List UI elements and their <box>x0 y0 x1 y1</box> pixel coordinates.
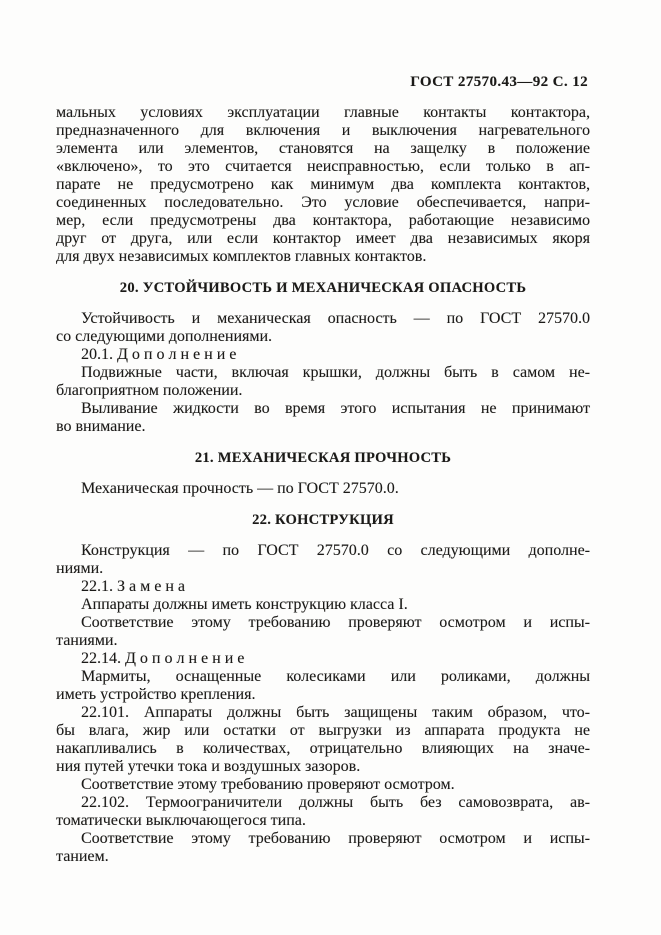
heading-section-20: 20. УСТОЙЧИВОСТЬ И МЕХАНИЧЕСКАЯ ОПАСНОСТЬ <box>119 280 527 296</box>
clause-22-102-body <box>56 794 590 830</box>
text-line: 22.101. Аппараты должны быть защищены таким образом, что- <box>81 704 590 721</box>
text-line: Мармиты, оснащенные колесиками или роликами, должны <box>81 668 590 685</box>
text-line: 20.1. Д о п о л н е н и е <box>81 346 237 363</box>
text-line: танием. <box>56 848 109 865</box>
clause-22-14-body <box>56 668 590 704</box>
text-line: 22.102. Термоограничители должны быть без самовозврата, ав- <box>81 794 590 811</box>
text-line: таниями. <box>56 632 118 649</box>
text-line: Соответствие этому требованию проверяют осмотром и испы- <box>81 830 590 847</box>
text-line: Аппараты должны иметь конструкцию класса I. <box>81 596 408 613</box>
text-line: предназначенного для включения и выключения нагревательного <box>56 122 590 139</box>
clause-21-body <box>56 480 590 498</box>
text-line: соединенных последовательно. Это условие обеспечивается, напри- <box>56 194 590 211</box>
text-line: мальных условиях эксплуатации главные контакты контактора, <box>56 104 590 121</box>
clause-20-1-note <box>56 400 590 436</box>
page-header: ГОСТ 27570.43—92 С. 12 <box>410 74 588 90</box>
clause-22-14-label <box>56 650 590 668</box>
clause-22-102-verification <box>56 830 590 866</box>
text-line: ниями. <box>56 560 104 577</box>
text-line: со следующими дополнениями. <box>56 328 273 345</box>
text-line: Подвижные части, включая крышки, должны быть в самом не- <box>81 364 590 381</box>
text-line: бы влага, жир или остатки от выгрузки из аппарата продукта не <box>56 722 590 739</box>
text-line: накапливались в количествах, отрицательно влияющих на значе- <box>56 740 590 757</box>
text-line: Соответствие этому требованию проверяют осмотром. <box>81 776 455 793</box>
text-line: 22.14. Д о п о л н е н и е <box>81 650 245 667</box>
text-line: парате не предусмотрено как минимум два комплекта контактов, <box>56 176 590 193</box>
text-line: Выливание жидкости во время этого испытания не принимают <box>81 400 590 417</box>
heading-section-21: 21. МЕХАНИЧЕСКАЯ ПРОЧНОСТЬ <box>194 450 452 466</box>
text-line: Соответствие этому требованию проверяют осмотром и испы- <box>81 614 590 631</box>
text-line: Конструкция — по ГОСТ 27570.0 со следующими дополне- <box>81 542 590 559</box>
document-content <box>56 74 590 866</box>
text-line: иметь устройство крепления. <box>56 686 256 703</box>
clause-22-intro <box>56 542 590 578</box>
text-line: ния путей утечки тока и воздушных зазоров. <box>56 758 361 775</box>
text-line: для двух независимых комплектов главных контактов. <box>56 248 427 265</box>
clause-22-1-verification <box>56 614 590 650</box>
text-line: «включено», то это считается неисправностью, если только в ап- <box>56 158 590 175</box>
clause-22-1-body <box>56 596 590 614</box>
heading-section-22: 22. КОНСТРУКЦИЯ <box>252 512 394 528</box>
clause-22-101-body <box>56 704 590 776</box>
clause-20-1-label <box>56 346 590 364</box>
text-line: элемента или элементов, становятся на защелку в положение <box>56 140 590 157</box>
text-line: Устойчивость и механическая опасность — по ГОСТ 27570.0 <box>81 310 590 327</box>
text-line: томатически выключающегося типа. <box>56 812 306 829</box>
text-line: во внимание. <box>56 418 146 435</box>
clause-20-1-body <box>56 364 590 400</box>
clause-20-intro <box>56 310 590 346</box>
text-line: 22.1. З а м е н а <box>81 578 186 595</box>
text-line: друг от друга, или если контактор имеет два независимых якоря <box>56 230 590 247</box>
text-line: мер, если предусмотрены два контактора, работающие независимо <box>56 212 590 229</box>
text-line: Механическая прочность — по ГОСТ 27570.0. <box>81 480 399 497</box>
clause-22-1-label <box>56 578 590 596</box>
clause-22-101-verification <box>56 776 590 794</box>
paragraph-continued-from-previous-page <box>56 104 590 266</box>
text-line: благоприятном положении. <box>56 382 243 399</box>
